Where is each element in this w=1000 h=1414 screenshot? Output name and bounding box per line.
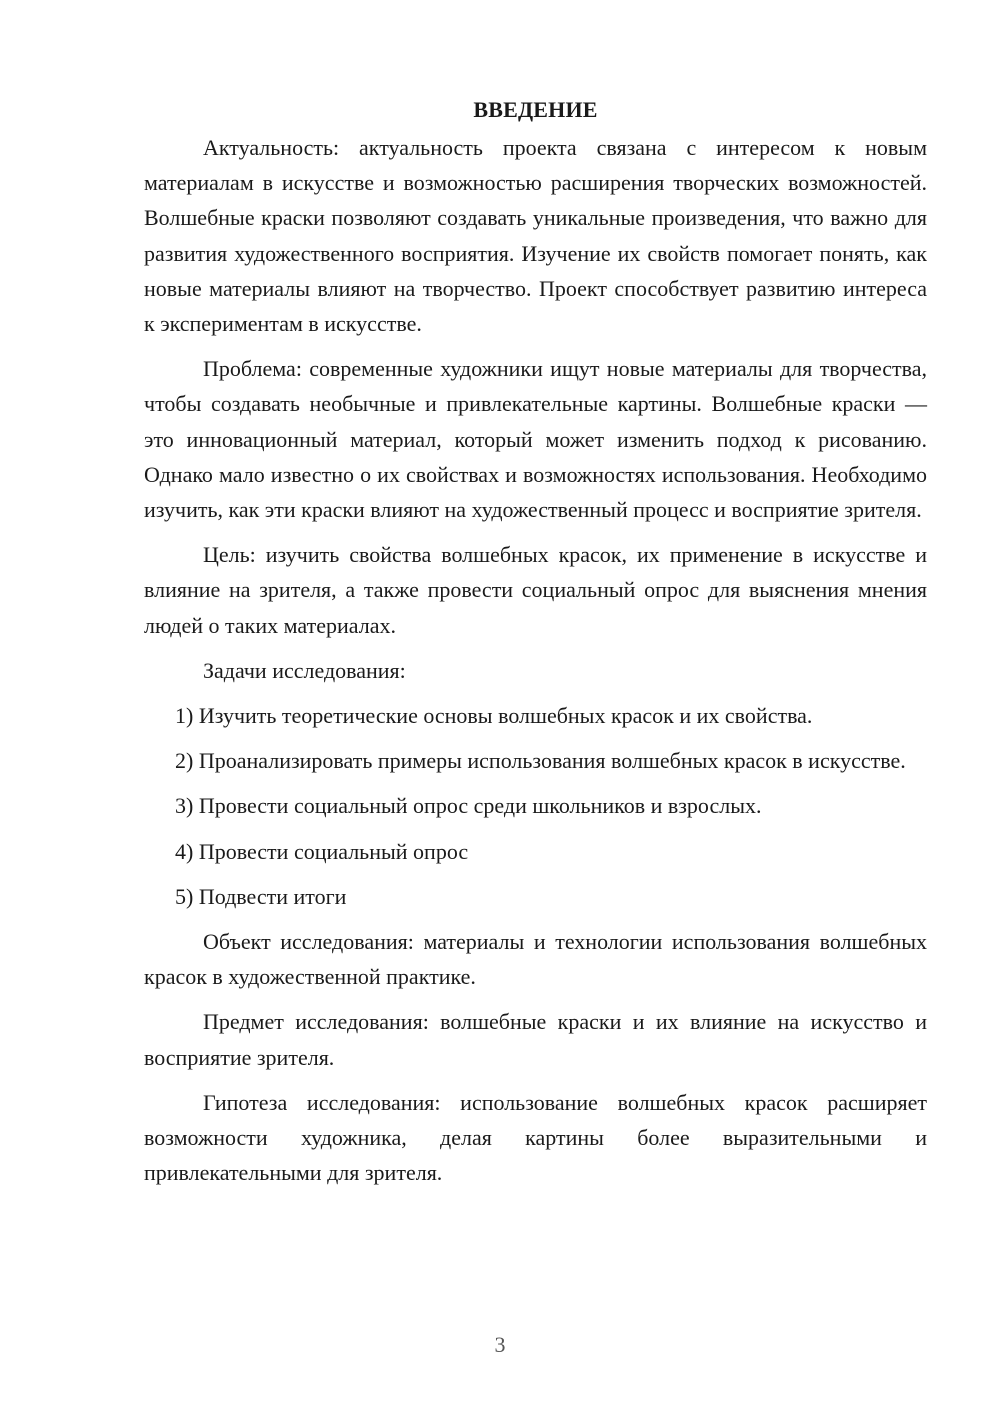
task-item-2: 2) Проанализировать примеры использования волшебных красок в искусстве. [175,748,906,774]
relevance-paragraph: Актуальность: актуальность проекта связана с интересом к новым материалам в искусстве и возможностью расширения творческих возможностей. Волшебные краски позволяют создавать уникальные произведения, что важно для развития художественного восприятия. Изучение их свойств помогает понять, как новые материалы влияют на творчество. Проект способствует развитию интереса к экспериментам в искусстве. [144,135,927,337]
task-item-3: 3) Провести социальный опрос среди школьников и взрослых. [175,793,762,819]
goal-paragraph: Цель: изучить свойства волшебных красок, их применение в искусстве и влияние на зрителя, а также провести социальный опрос для выяснения мнения людей о таких материалах. [144,542,927,638]
subject-paragraph: Предмет исследования: волшебные краски и их влияние на искусство и восприятие зрителя. [144,1009,927,1070]
object-paragraph: Объект исследования: материалы и технологии использования волшебных красок в художественной практике. [144,929,927,990]
problem-paragraph: Проблема: современные художники ищут новые материалы для творчества, чтобы создавать необычные и привлекательные картины. Волшебные краски — это инновационный материал, который может изменить подход к рисованию. Однако мало известно о их свойствах и возможностях использования. Необходимо изучить, как эти краски влияют на художественный процесс и восприятие зрителя. [144,356,927,523]
document-page [144,92,927,1200]
task-item-4: 4) Провести социальный опрос [175,838,469,864]
tasks-heading: Задачи исследования: [203,657,406,683]
page-number: 3 [494,1332,506,1357]
task-item-1: 1) Изучить теоретические основы волшебных красок и их свойства. [175,703,813,729]
page-title: ВВЕДЕНИЕ [473,97,598,122]
hypothesis-paragraph: Гипотеза исследования: использование волшебных красок расширяет возможности художника, делая картины более выразительными и привлекательными для зрителя. [144,1089,927,1186]
task-item-5: 5) Подвести итоги [175,883,347,909]
